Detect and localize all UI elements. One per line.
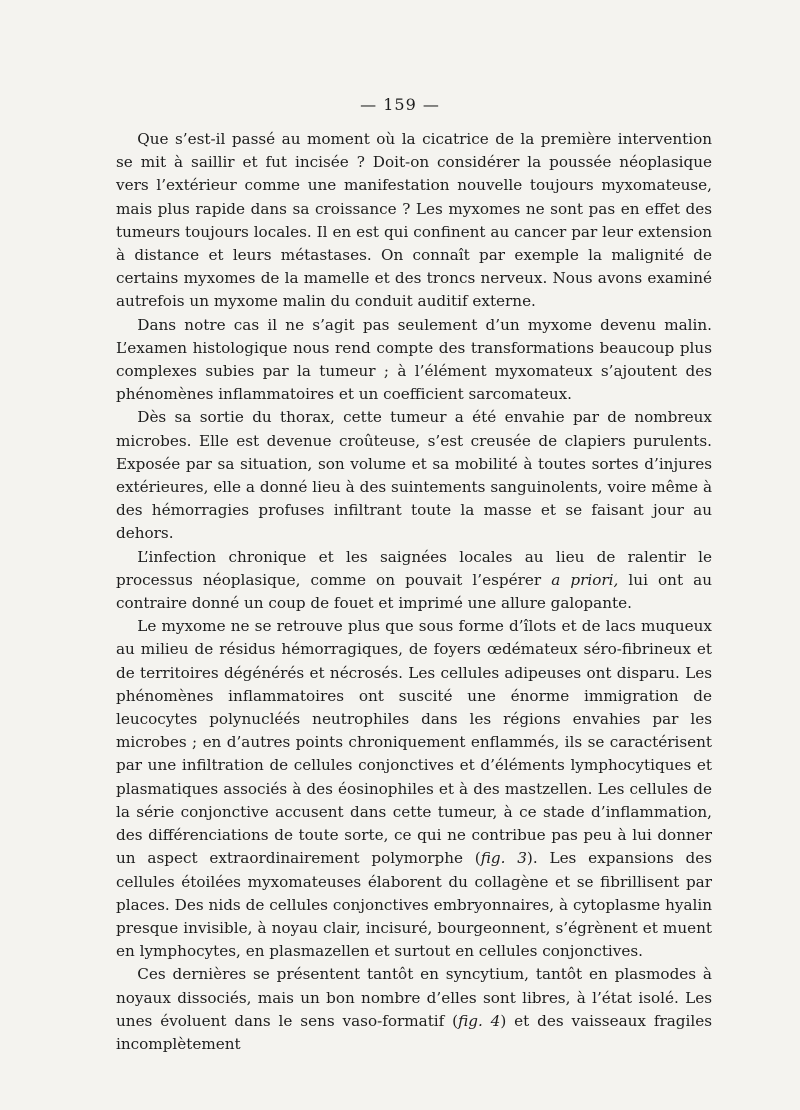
text-segment: L’infection chronique et les saignées locales au lieu de ralentir le processus néoplasique, comme on pouvait l’espérer <box>116 547 712 589</box>
paragraph-4 <box>116 546 712 616</box>
paragraph-2 <box>116 314 712 407</box>
text-segment: Ces dernières se présentent tantôt en syncytium, tantôt en plasmodes à noyaux dissociés, mais un bon nombre d’elles sont libres, à l’état isolé. Les unes évoluent dans le sens vaso-formatif ( <box>116 965 712 1030</box>
text-segment: ) et des vaisseaux fragiles incomplètement <box>116 1011 713 1053</box>
page-number: — 159 — <box>360 95 440 114</box>
body-text <box>116 128 712 1056</box>
paragraph-6 <box>116 963 712 1056</box>
text-segment: Dès sa sortie du thorax, cette tumeur a été envahie par de nombreux microbes. Elle est devenue croûteuse, s’est creusée de clapiers purulents. Exposée par sa situation, son volume et sa mobilité à toutes sortes d’injures extérieures, elle a donné lieu à des suintements sanguinolents, voire même à des hémorragies profuses infiltrant toute la masse et se faisant jour au dehors. <box>116 408 712 543</box>
text-segment: lui ont au contraire donné un coup de fouet et imprimé une allure galopante. <box>116 570 713 613</box>
figure-reference: fig. 4 <box>458 1011 501 1030</box>
paragraph-5 <box>116 615 712 963</box>
figure-reference: fig. 3 <box>480 849 527 868</box>
text-segment: ). Les expansions des cellules étoilées myxomateuses élaborent du collagène et se fibrillisent par places. Des nids de cellules conjonctives embryonnaires, à cytoplasme hyalin presque invisible, à noyau clair, incisuré, bourgeonnent, s’égrènent et muent en lymphocytes, en plasmazellen et surtout en cellules conjonctives. <box>116 849 712 961</box>
text-segment: Que s’est-il passé au moment où la cicatrice de la première intervention se mit à saillir et fut incisée ? Doit-on considérer la poussée néoplasique vers l’extérieur comme une manifestation nouvelle toujours myxomateuse, mais plus rapide dans sa croissance ? Les myxomes ne sont pas en effet des tumeurs toujours locales. Il en est qui confinent au cancer par leur extension à distance et leurs métastases. On connaît par exemple la malignité de certains myxomes de la mamelle et des troncs nerveux. Nous avons examiné autrefois un myxome malin du conduit auditif externe. <box>116 130 712 311</box>
text-segment: Le myxome ne se retrouve plus que sous forme d’îlots et de lacs muqueux au milieu de résidus hémorragiques, de foyers œdémateux séro-fibrineux et de territoires dégénérés et nécrosés. Les cellules adipeuses ont disparu. Les phénomènes inflammatoires ont suscité une énorme immigration de leucocytes polynucléés neutrophiles dans les régions envahies par les microbes ; en d’autres points chroniquement enflammés, ils se caractérisent par une infiltration de cellules conjonctives et d’éléments lymphocytiques et plasmatiques associés à des éosinophiles et à des mastzellen. Les cellules de la série conjonctive accusent dans cette tumeur, à ce stade d’inflammation, des différenciations de toute sorte, ce qui ne contribue pas peu à lui donner un aspect extraordinairement polymorphe ( <box>116 617 712 868</box>
paragraph-3 <box>116 406 712 545</box>
italic-latin-phrase: a priori, <box>551 570 619 589</box>
text-segment: Dans notre cas il ne s’agit pas seulement d’un myxome devenu malin. L’examen histologique nous rend compte des transformations beaucoup plus complexes subies par la tumeur ; à l’élément myxomateux s’ajoutent des phénomènes inflammatoires et un coefficient sarcomateux. <box>116 315 712 404</box>
paragraph-1 <box>116 128 712 314</box>
